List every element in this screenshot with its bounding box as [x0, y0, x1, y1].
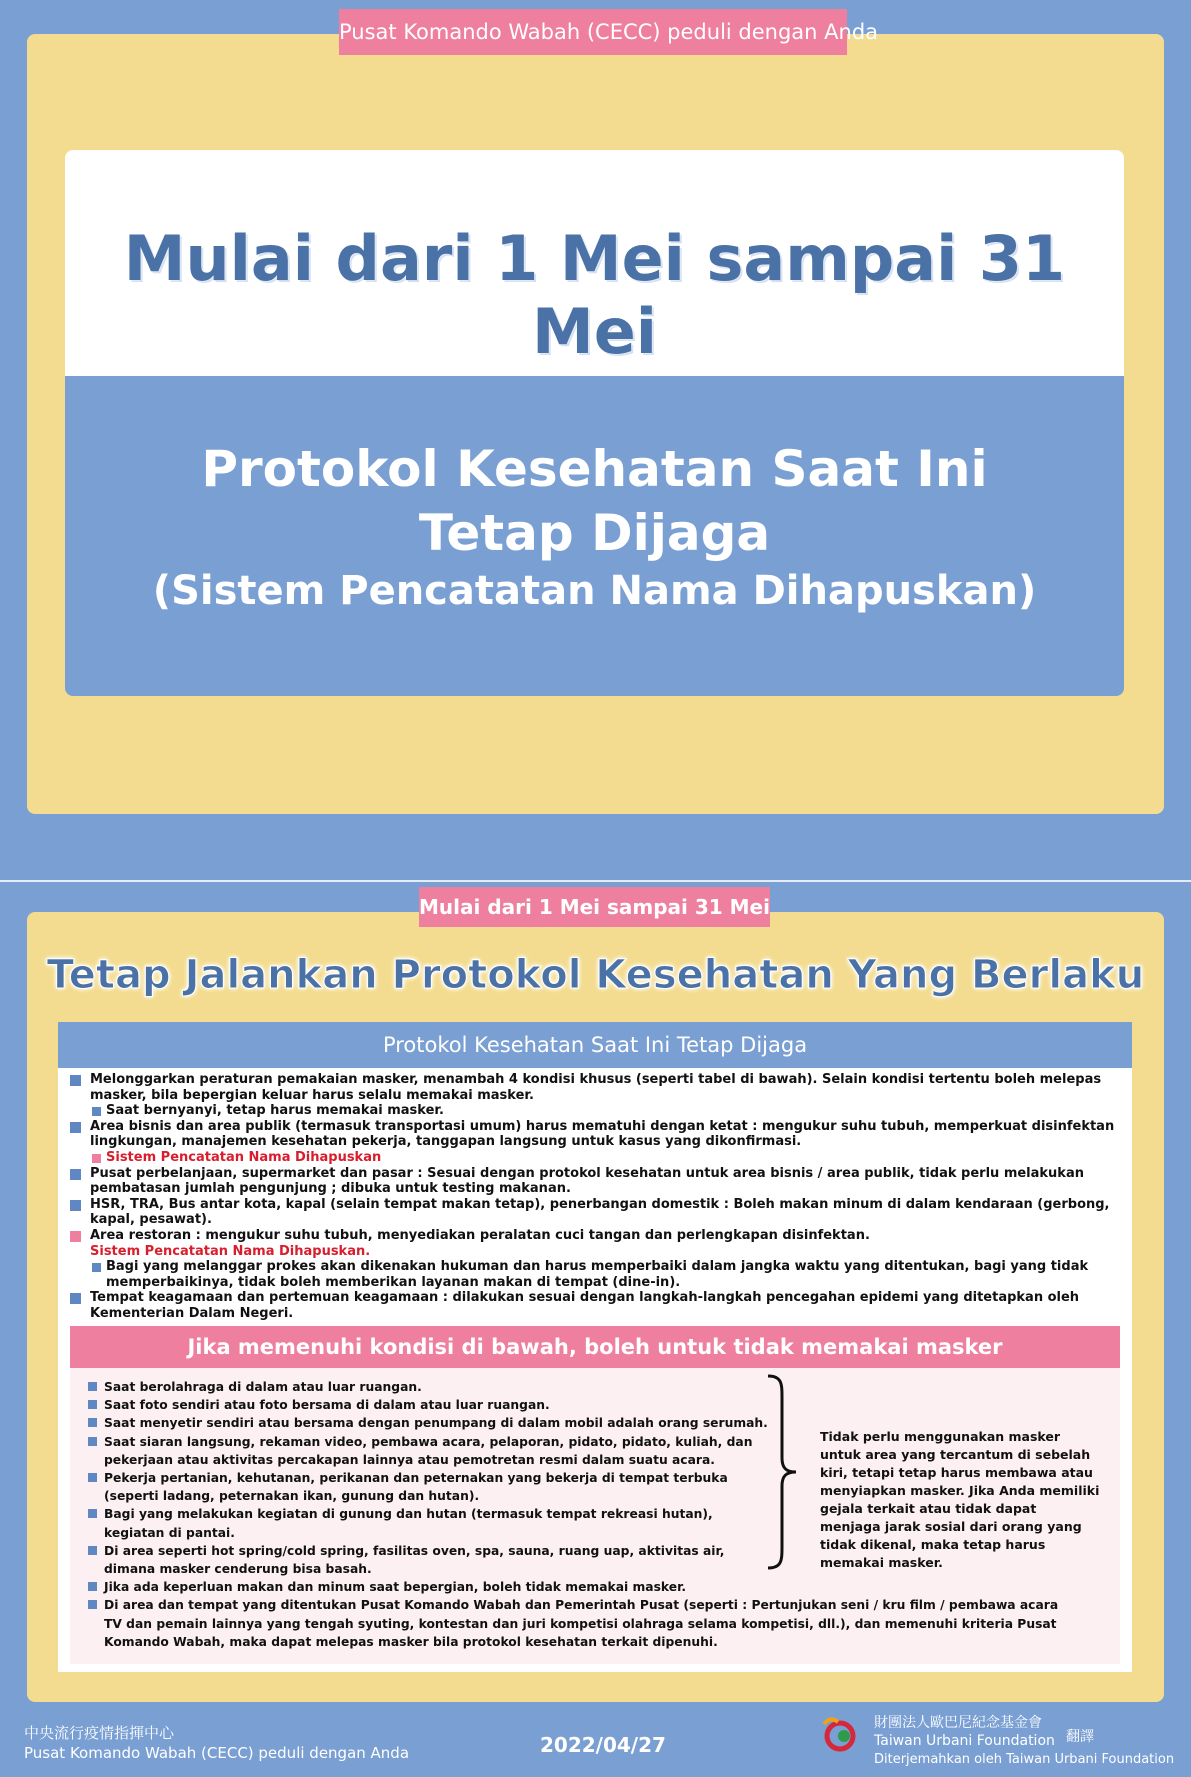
- bullet-square-icon: [70, 1122, 81, 1133]
- bullet-square-icon: [88, 1400, 97, 1409]
- rule-subitem: Saat bernyanyi, tetap harus memakai masker.: [70, 1103, 1120, 1119]
- bullet-square-icon: [70, 1169, 81, 1180]
- rule-subitem-highlight: Sistem Pencatatan Nama Dihapuskan: [70, 1150, 1120, 1166]
- bullet-square-icon: [88, 1382, 97, 1391]
- list-item: Pekerja pertanian, kehutanan, perikanan dan peternakan yang bekerja di tempat terbuka (seperti ladang, peternakan ikan, gunung dan hutan).: [88, 1469, 768, 1505]
- bullet-square-icon: [70, 1231, 81, 1242]
- footer-date: 2022/04/27: [540, 1733, 666, 1757]
- footer-cecc-text: Pusat Komando Wabah (CECC) peduli dengan Anda: [24, 1744, 410, 1762]
- curly-brace-icon: [764, 1374, 804, 1570]
- rules-list: [70, 1072, 1120, 1322]
- bullet-square-icon: [88, 1582, 97, 1591]
- slide-divider: [0, 880, 1191, 882]
- rule-subitem: Bagi yang melanggar prokes akan dikenakan hukuman dan harus memperbaiki dalam jangka waktu yang ditentukan, bagi yang tidak memperbaikinya, tidak boleh memberikan layanan makan di tempat (dine-in).: [70, 1259, 1120, 1290]
- footer-cecc-chinese: 中央流行疫情指揮中心: [24, 1724, 175, 1742]
- bullet-square-icon: [92, 1263, 101, 1272]
- section-header: Protokol Kesehatan Saat Ini Tetap Dijaga: [58, 1022, 1132, 1068]
- translation-label: 翻譯: [1066, 1729, 1094, 1745]
- bullet-square-icon: [88, 1418, 97, 1427]
- mask-note: Tidak perlu menggunakan masker untuk area yang tercantum di sebelah kiri, tetapi tetap harus membawa atau menyiapkan masker. Jika Anda memiliki gejala terkait atau tidak dapat menjaga jarak sosial dari orang yang tidak dikenal, maka tetap harus memakai masker.: [820, 1429, 1100, 1570]
- foundation-logo-icon: [820, 1716, 864, 1752]
- rule-highlight-text: Sistem Pencatatan Nama Dihapuskan.: [90, 1243, 371, 1259]
- bullet-square-icon: [70, 1200, 81, 1211]
- rule-item: HSR, TRA, Bus antar kota, kapal (selain tempat makan tetap), penerbangan domestik : Boleh makan minum di dalam kendaraan (gerbong, kapal, pesawat).: [70, 1197, 1120, 1228]
- foundation-name: [874, 1714, 1055, 1750]
- rule-item: Pusat perbelanjaan, supermarket dan pasar : Sesuai dengan protokol kesehatan untuk area bisnis / area publik, tidak perlu melakukan pembatasan jumlah pengunjung ; dibuka untuk testing makanan.: [70, 1166, 1120, 1197]
- bullet-square-icon: [70, 1075, 81, 1086]
- rule-item: Tempat keagamaan dan pertemuan keagamaan : dilakukan sesuai dengan langkah-langkah pencegahan epidemi yang ditetapkan oleh Kementerian Dalam Negeri.: [70, 1290, 1120, 1321]
- list-item: Di area dan tempat yang ditentukan Pusat Komando Wabah dan Pemerintah Pusat (seperti : Pertunjukan seni / kru film / pembawa acara TV dan pemain lainnya yang tengah syuting, kontestan dan juri kompetisi olahraga selama kompetisi, dll.), dan memenuhi kriteria Pusat Komando Wabah, maka dapat melepas masker bila protokol kesehatan terkait dipenuhi.: [88, 1596, 1064, 1651]
- bullet-square-icon: [88, 1546, 97, 1555]
- subtitle-line-2: Tetap Dijaga: [418, 504, 771, 562]
- list-item: Saat foto sendiri atau foto bersama di dalam atau luar ruangan.: [88, 1396, 768, 1414]
- list-item: Saat siaran langsung, rekaman video, pembawa acara, pelaporan, pidato, pidato, kuliah, dan pekerjaan atau aktivitas percakapan lainnya atau pemotretan resmi dalam suatu acara.: [88, 1433, 768, 1469]
- bullet-square-icon: [70, 1293, 81, 1304]
- slide-1-header-tab: Pusat Komando Wabah (CECC) peduli dengan Anda: [339, 9, 847, 55]
- foundation-name-english: Taiwan Urbani Foundation: [874, 1733, 1055, 1749]
- translation-note: Diterjemahkan oleh Taiwan Urbani Foundation: [874, 1752, 1175, 1767]
- list-item: Di area seperti hot spring/cold spring, fasilitas oven, spa, sauna, ruang uap, aktivitas air, dimana masker cenderung bisa basah.: [88, 1542, 768, 1578]
- title-card: [65, 150, 1124, 376]
- bullet-square-icon: [88, 1600, 97, 1609]
- bullet-square-icon: [92, 1154, 101, 1163]
- rule-item: Area bisnis dan area publik (termasuk transportasi umum) harus mematuhi dengan ketat : mengukur suhu tubuh, memperkuat disinfektan lingkungan, manajemen kesehatan pekerja, tanggapan langsung untuk kasus yang dikonfirmasi.: [70, 1119, 1120, 1150]
- slide-2-header-tab: Mulai dari 1 Mei sampai 31 Mei: [419, 887, 770, 927]
- rule-item: Melonggarkan peraturan pemakaian masker, menambah 4 kondisi khusus (seperti tabel di bawah). Selain kondisi tertentu boleh melepas masker, bila bepergian keluar harus selalu memakai masker.: [70, 1072, 1120, 1103]
- list-item: Saat menyetir sendiri atau bersama dengan penumpang di dalam mobil adalah orang serumah.: [88, 1414, 768, 1432]
- mask-exemption-header: Jika memenuhi kondisi di bawah, boleh untuk tidak memakai masker: [70, 1326, 1120, 1368]
- slide-1-title: Mulai dari 1 Mei sampai 31 Mei: [123, 222, 1066, 368]
- slide-1-panel: [27, 34, 1164, 814]
- subtitle-line-1: Protokol Kesehatan Saat Ini: [201, 440, 988, 498]
- footer-right: [820, 1712, 1180, 1772]
- subtitle-card: [65, 376, 1124, 696]
- mask-exemption-area: [70, 1368, 1120, 1664]
- slide-2-title: Tetap Jalankan Protokol Kesehatan Yang Berlaku: [46, 952, 1145, 998]
- bullet-square-icon: [88, 1437, 97, 1446]
- list-item: Saat berolahraga di dalam atau luar ruangan.: [88, 1378, 768, 1396]
- footer-left: [24, 1723, 409, 1763]
- list-item: Bagi yang melakukan kegiatan di gunung dan hutan (termasuk tempat rekreasi hutan), kegiatan di pantai.: [88, 1505, 768, 1541]
- foundation-name-chinese: 財團法人歐巴尼紀念基金會: [874, 1715, 1042, 1731]
- rule-item: Area restoran : mengukur suhu tubuh, menyediakan peralatan cuci tangan dan perlengkapan disinfektan. Sistem Pencatatan Nama Dihapuskan.: [70, 1228, 1120, 1259]
- subtitle-line-3: (Sistem Pencatatan Nama Dihapuskan): [152, 568, 1037, 614]
- list-item: Jika ada keperluan makan dan minum saat bepergian, boleh tidak memakai masker.: [88, 1578, 768, 1596]
- bullet-square-icon: [88, 1473, 97, 1482]
- protocol-content: [58, 1022, 1132, 1672]
- bullet-square-icon: [88, 1509, 97, 1518]
- bullet-square-icon: [92, 1107, 101, 1116]
